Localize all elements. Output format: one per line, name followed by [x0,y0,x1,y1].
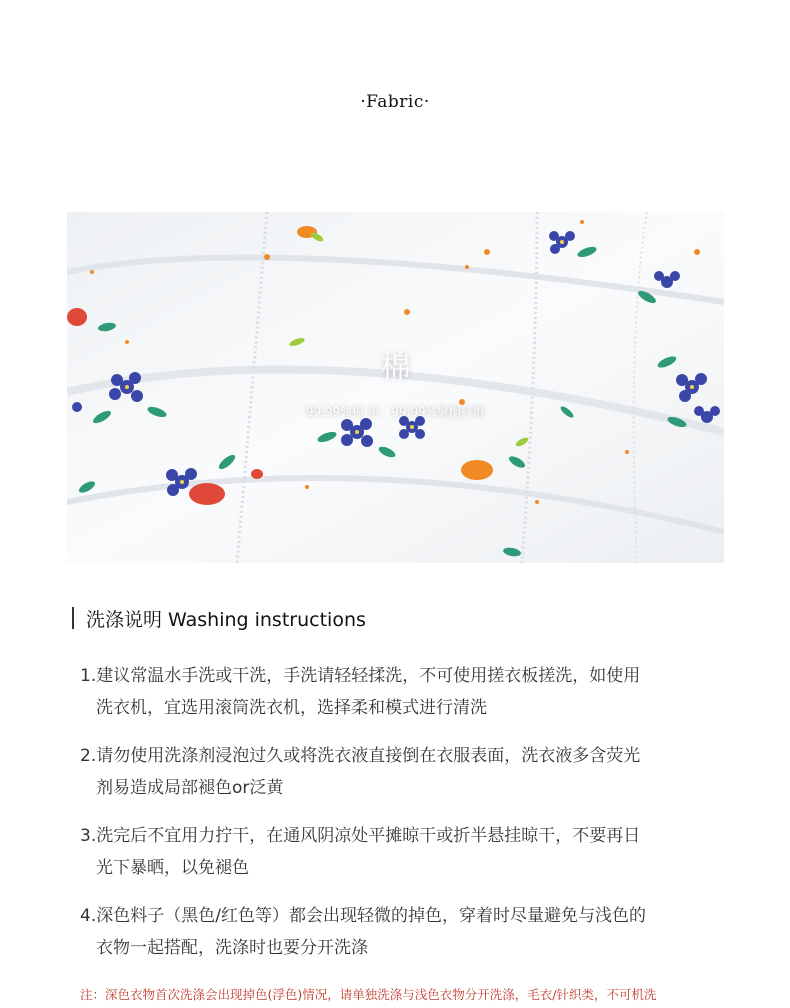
page-title: ·Fabric· [360,92,430,112]
instruction-list [80,660,730,980]
section-header [72,605,366,631]
section-title: 洗涤说明 Washing instructions [86,608,366,631]
item-line: 4.深色料子（黑色/红色等）都会出现轻微的掉色，穿着时尽量避免与浅色的 [80,906,646,926]
item-line: 3.洗完后不宜用力拧干，在通风阴凉处平摊晾干或折半悬挂晾干，不要再日 [80,826,641,846]
item-line: 剂易造成局部褪色or泛黄 [96,778,284,798]
list-item [80,820,730,884]
section-bar [72,607,74,629]
list-item [80,740,730,804]
item-line: 洗衣机，宜选用滚筒洗衣机，选择柔和模式进行清洗 [96,698,487,718]
item-line: 衣物一起搭配，洗涤时也要分开洗涤 [96,938,368,958]
care-note: 注：深色衣物首次洗涤会出现掉色(浮色)情况，请单独洗涤与浅色衣物分开洗涤，毛衣/针织类，不可机洗 [80,987,657,1002]
fabric-name: 棉 [380,350,411,385]
fabric-composition: 99.99%棉 里：99.99%聚酯纤维 [305,405,486,419]
item-line: 光下暴晒，以免褪色 [96,858,249,878]
list-item [80,660,730,724]
list-item [80,900,730,964]
fabric-image [67,212,724,563]
item-line: 1.建议常温水手洗或干洗，手洗请轻轻揉洗，不可使用搓衣板搓洗，如使用 [80,666,641,686]
fabric-pattern [67,212,724,563]
item-line: 2.请勿使用洗涤剂浸泡过久或将洗衣液直接倒在衣服表面，洗衣液多含荧光 [80,746,641,766]
